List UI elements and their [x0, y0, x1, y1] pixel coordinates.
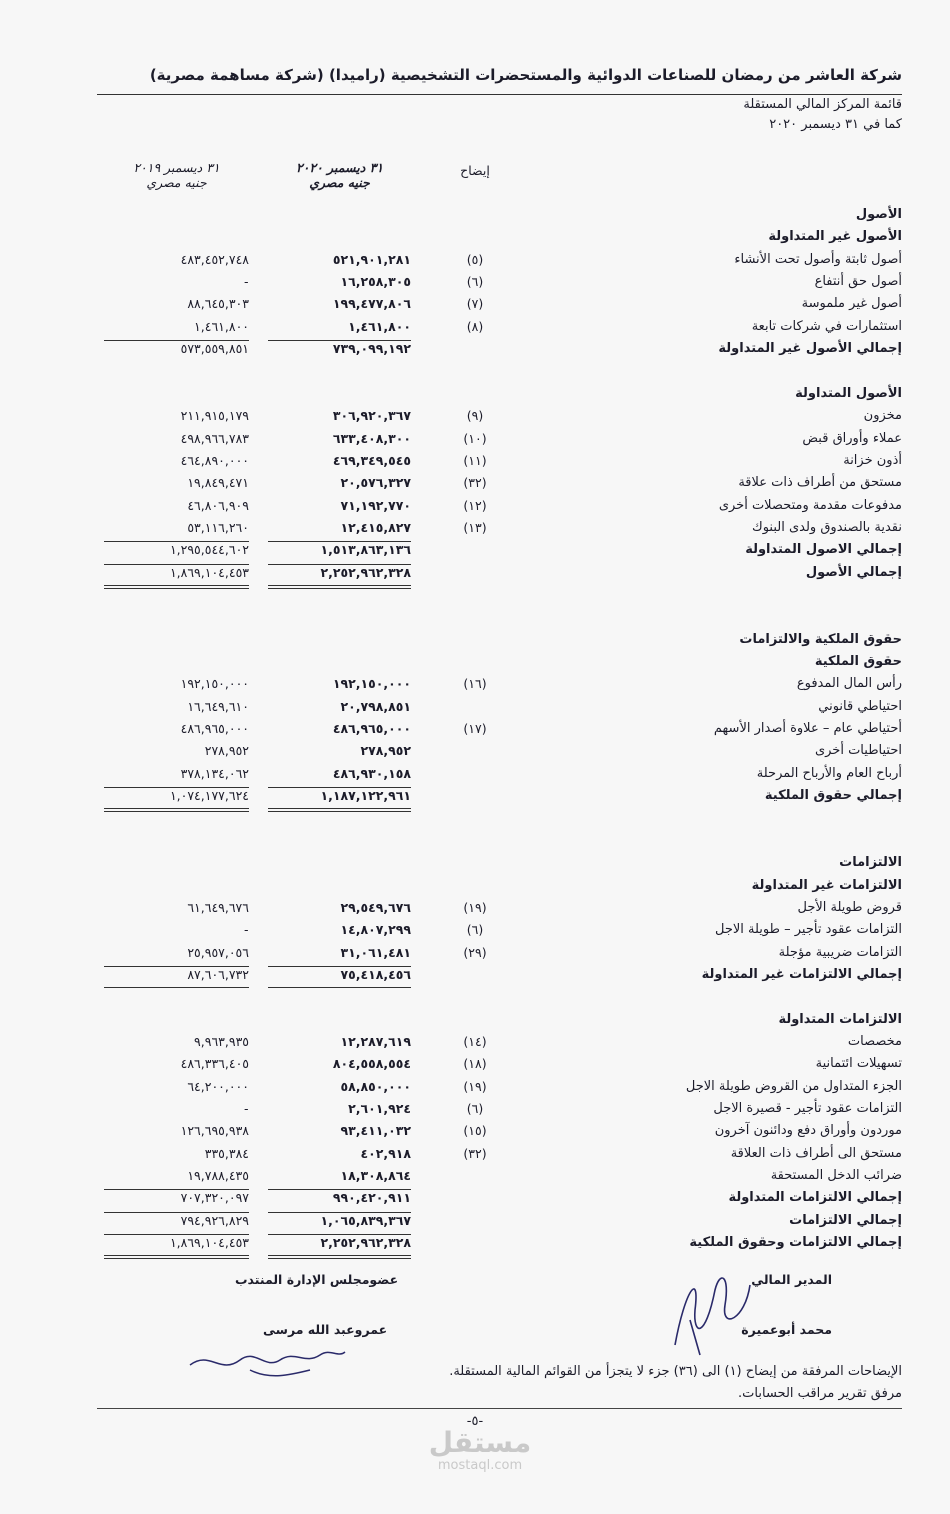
note-ref: (٦): [466, 922, 484, 938]
row-label: الأصول: [855, 207, 902, 222]
value-2019: ١٢٦,٦٩٥,٩٣٨: [180, 1123, 249, 1139]
col-2019-currency: جنيه مصري: [146, 175, 207, 190]
footer-rule: [97, 1408, 902, 1409]
double-rule: [268, 585, 411, 586]
note-ref: (١٨): [463, 1056, 487, 1072]
section-row: [0, 1213, 950, 1235]
line-item-row: [0, 408, 950, 430]
line-item-row: [0, 296, 950, 318]
row-label: إجمالي الالتزامات المتداولة: [728, 1190, 902, 1206]
total-rule: [104, 966, 249, 967]
double-rule: [268, 811, 411, 812]
section-row: [0, 1012, 950, 1034]
line-item-row: [0, 431, 950, 453]
line-item-row: [0, 252, 950, 274]
row-label: قروض طويلة الأجل: [797, 899, 902, 915]
value-2020: ١٢,٤١٥,٨٢٧: [340, 519, 411, 535]
total-rule: [104, 787, 249, 788]
md-title: عضومجلس الإدارة المنتدب: [235, 1272, 399, 1287]
row-label: أصول غير ملموسة: [801, 296, 902, 312]
value-2019: ٢٥,٩٥٧,٠٥٦: [187, 944, 249, 960]
row-label: أصول حق أنتفاع: [814, 274, 902, 290]
row-label: إجمالي الأصول غير المتداولة: [718, 341, 902, 357]
line-item-row: [0, 1079, 950, 1101]
value-2020: ٤٦٩,٣٤٩,٥٤٥: [332, 452, 411, 468]
value-2020: ١٩٢,١٥٠,٠٠٠: [332, 676, 411, 692]
section-row: [0, 565, 950, 587]
value-2020: ١٨,٣٠٨,٨٦٤: [340, 1168, 411, 1184]
row-label: الأصول غير المتداولة: [768, 229, 902, 245]
note-ref: (١٠): [463, 430, 487, 446]
line-item-row: [0, 1123, 950, 1145]
row-label: تسهيلات ائتمانية: [815, 1056, 902, 1072]
note-ref: (١٤): [463, 1033, 487, 1049]
line-item-row: [0, 900, 950, 922]
double-rule: [104, 811, 249, 812]
line-item-row: [0, 609, 950, 631]
section-row: [0, 632, 950, 654]
row-label: الالتزامات المتداولة: [778, 1011, 902, 1027]
row-label: احتياطيات أخرى: [814, 743, 902, 759]
double-rule: [268, 1255, 411, 1256]
total-rule: [268, 787, 411, 788]
line-item-row: [0, 743, 950, 765]
section-row: [0, 386, 950, 408]
row-label: إجمالي حقوق الملكية: [764, 788, 902, 804]
note-ref: (٣٢): [463, 1145, 487, 1161]
company-name: شركة العاشر من رمضان للصناعات الدوائية والمستحضرات التشخيصية (راميدا) (شركة مساهمة مصرية): [149, 66, 902, 84]
value-2019: ١٩٢,١٥٠,٠٠٠: [180, 676, 249, 692]
cfo-signature: [655, 1250, 765, 1370]
row-label: موردون وأوراق دفع ودائنون آخرون: [714, 1123, 902, 1139]
row-label: التزامات عقود تأجير – طويلة الاجل: [714, 922, 902, 938]
row-label: رأس المال المدفوع: [796, 676, 902, 692]
value-2019: ٧٠٧,٣٢٠,٠٩٧: [180, 1190, 249, 1206]
md-signature: [180, 1330, 350, 1390]
value-2020: ١,١٨٧,١٢٢,٩٦١: [320, 788, 411, 804]
section-row: [0, 654, 950, 676]
total-rule: [104, 1212, 249, 1213]
section-row: [0, 229, 950, 251]
double-rule: [104, 585, 249, 586]
row-label: مستحق الى أطراف ذات العلاقة: [730, 1145, 902, 1161]
total-rule: [268, 987, 411, 988]
value-2020: ٨٠٤,٥٥٨,٥٥٤: [332, 1056, 411, 1072]
note-ref: (١٥): [463, 1123, 487, 1139]
value-2020: ٣١,٠٦١,٤٨١: [340, 944, 411, 960]
line-item-row: [0, 989, 950, 1011]
row-label: إجمالي الالتزامات: [789, 1212, 902, 1228]
line-item-row: [0, 1034, 950, 1056]
total-rule: [268, 1189, 411, 1190]
total-rule: [268, 1212, 411, 1213]
value-2020: ٢٩,٥٤٩,٦٧٦: [340, 899, 411, 915]
watermark-arabic: مستقل: [428, 1426, 532, 1459]
note-ref: (١٧): [463, 721, 487, 737]
footer-auditor: مرفق تقرير مراقب الحسابات.: [738, 1386, 902, 1401]
line-item-row: [0, 699, 950, 721]
row-label: مخصصات: [847, 1033, 902, 1049]
note-ref: (١٣): [463, 519, 487, 535]
col-2019-date: ٣١ ديسمبر ٢٠١٩: [133, 160, 220, 175]
value-2020: ٢,٦٠١,٩٢٤: [348, 1101, 411, 1116]
row-label: أرباح العام والأرباح المرحلة: [756, 765, 902, 781]
line-item-row: [0, 453, 950, 475]
value-2019: ٥٧٣,٥٥٩,٨٥١: [180, 341, 249, 357]
total-rule: [104, 564, 249, 565]
value-2020: ٢٠,٧٩٨,٨٥١: [340, 698, 411, 714]
value-2019: ٤٨٦,٣٣٦,٤٠٥: [180, 1056, 249, 1072]
row-label: الجزء المتداول من القروض طويلة الاجل: [685, 1078, 902, 1094]
row-label: حقوق الملكية: [814, 654, 902, 669]
section-row: [0, 1190, 950, 1212]
note-ref: (٦): [466, 1101, 484, 1116]
row-label: إجمالي الأصول: [805, 564, 902, 580]
value-2020: ٤٨٦,٩٦٥,٠٠٠: [332, 721, 411, 737]
line-item-row: [0, 810, 950, 832]
value-2020: ١٤,٨٠٧,٢٩٩: [340, 922, 411, 938]
note-ref: (٢٩): [463, 944, 487, 960]
note-ref: (٣٢): [463, 475, 487, 491]
row-label: الالتزامات غير المتداولة: [751, 877, 902, 893]
col-2020-header: [268, 160, 411, 190]
note-ref: (١٢): [463, 497, 487, 513]
line-item-row: [0, 1168, 950, 1190]
total-rule: [268, 340, 411, 341]
md-name: عمروعبد الله مرسى: [263, 1322, 388, 1337]
row-label: مستحق من أطراف ذات علاقة: [738, 475, 902, 491]
value-2019: ١٦,٦٤٩,٦١٠: [187, 698, 249, 714]
value-2020: ٦٣٣,٤٠٨,٣٠٠: [332, 430, 411, 446]
row-label: إجمالي الالتزامات غير المتداولة: [701, 966, 902, 982]
row-label: استثمارات في شركات تابعة: [751, 318, 902, 334]
line-item-row: [0, 274, 950, 296]
note-ref: (١١): [463, 452, 487, 468]
double-rule: [104, 808, 249, 809]
line-item-row: [0, 945, 950, 967]
total-rule: [268, 966, 411, 967]
row-label: نقدية بالصندوق ولدى البنوك: [751, 519, 902, 535]
value-2019: ٧٩٤,٩٢٦,٨٢٩: [180, 1212, 249, 1228]
value-2020: ٧٥,٤١٨,٤٥٦: [340, 966, 411, 982]
value-2019: ٢١١,٩١٥,١٧٩: [180, 408, 249, 424]
cfo-name: محمد أبوعميرة: [741, 1322, 832, 1337]
col-2020-currency: جنيه مصري: [309, 175, 370, 190]
section-row: [0, 542, 950, 564]
value-2019: -: [243, 1101, 249, 1116]
value-2019: ١,٨٦٩,١٠٤,٤٥٣: [169, 1235, 249, 1251]
line-item-row: [0, 475, 950, 497]
line-item-row: [0, 1056, 950, 1078]
note-ref: (٥): [466, 251, 484, 267]
line-item-row: [0, 721, 950, 743]
value-2019: ٨٧,٦٠٦,٧٣٢: [187, 966, 249, 982]
row-label: الأصول المتداولة: [795, 385, 902, 401]
value-2020: ١٩٩,٤٧٧,٨٠٦: [332, 296, 411, 312]
value-2019: ٤٦,٨٠٦,٩٠٩: [187, 497, 249, 513]
section-row: [0, 855, 950, 877]
statement-title: قائمة المركز المالي المستقلة: [743, 97, 902, 112]
value-2020: ٥٨,٨٥٠,٠٠٠: [340, 1078, 411, 1094]
value-2019: ١,٤٦١,٨٠٠: [194, 318, 249, 334]
row-label: احتياطي قانوني: [818, 698, 902, 714]
value-2019: ٤٨٣,٤٥٢,٧٤٨: [180, 251, 249, 267]
row-label: أصول ثابتة وأصول تحت الأنشاء: [734, 251, 902, 267]
value-2020: ٤٨٦,٩٣٠,١٥٨: [332, 765, 411, 781]
double-rule: [104, 1255, 249, 1256]
value-2020: ١,٥١٣,٨٦٣,١٣٦: [320, 542, 411, 558]
total-rule: [104, 340, 249, 341]
total-rule: [104, 541, 249, 542]
value-2019: ١٩,٧٨٨,٤٣٥: [187, 1168, 249, 1184]
total-rule: [268, 541, 411, 542]
value-2019: ٣٧٨,١٣٤,٠٦٢: [180, 765, 249, 781]
note-ref: (٩): [466, 408, 484, 424]
header-rule: [97, 94, 902, 95]
value-2019: ١,٨٦٩,١٠٤,٤٥٣: [169, 564, 249, 580]
line-item-row: [0, 1146, 950, 1168]
row-label: مدفوعات مقدمة ومتحصلات أخرى: [718, 497, 902, 513]
value-2020: ٢,٢٥٢,٩٦٢,٣٢٨: [320, 1235, 411, 1251]
line-item-row: [0, 676, 950, 698]
line-item-row: [0, 587, 950, 609]
line-item-row: [0, 833, 950, 855]
value-2019: -: [243, 922, 249, 938]
row-label: التزامات ضريبية مؤجلة: [778, 944, 902, 960]
value-2020: ٢,٢٥٢,٩٦٢,٣٢٨: [320, 564, 411, 580]
double-rule: [268, 808, 411, 809]
total-rule: [104, 987, 249, 988]
total-rule: [104, 1189, 249, 1190]
page-number: -٥-: [466, 1414, 484, 1429]
section-row: [0, 788, 950, 810]
section-row: [0, 967, 950, 989]
watermark: [420, 1428, 540, 1473]
value-2020: ٧٣٩,٠٩٩,١٩٢: [332, 341, 411, 357]
double-rule: [104, 588, 249, 589]
section-row: [0, 207, 950, 229]
watermark-latin: mostaql.com: [437, 1458, 523, 1473]
value-2020: ٥٢١,٩٠١,٢٨١: [332, 251, 411, 267]
row-label: مخزون: [863, 408, 902, 424]
value-2020: ٢٧٨,٩٥٢: [360, 743, 411, 759]
note-ref: (١٩): [463, 899, 487, 915]
value-2020: ١,٤٦١,٨٠٠: [348, 318, 411, 334]
row-label: ضرائب الدخل المستحقة: [770, 1168, 902, 1184]
col-2020-date: ٣١ ديسمبر ٢٠٢٠: [295, 160, 384, 175]
value-2020: ١٢,٢٨٧,٦١٩: [340, 1033, 411, 1049]
value-2019: ٥٣,١١٦,٢٦٠: [187, 519, 249, 535]
total-rule: [268, 1234, 411, 1235]
value-2020: ٩٩٠,٤٢٠,٩١١: [332, 1190, 411, 1206]
value-2019: ٤٩٨,٩٦٦,٧٨٣: [180, 430, 249, 446]
value-2019: ٤٨٦,٩٦٥,٠٠٠: [180, 721, 249, 737]
total-rule: [268, 564, 411, 565]
line-item-row: [0, 766, 950, 788]
row-label: إجمالي الاصول المتداولة: [745, 542, 902, 558]
row-label: أذون خزانة: [843, 452, 902, 468]
section-row: [0, 1235, 950, 1257]
value-2019: ١,٢٩٥,٥٤٤,٦٠٢: [169, 542, 249, 558]
section-row: [0, 341, 950, 363]
col-2019-header: [104, 160, 249, 190]
double-rule: [268, 1258, 411, 1259]
row-label: أحتياطي عام – علاوة أصدار الأسهم: [713, 721, 902, 737]
value-2019: -: [243, 274, 249, 290]
total-rule: [104, 1234, 249, 1235]
line-item-row: [0, 319, 950, 341]
value-2019: ٩,٩٦٣,٩٣٥: [194, 1033, 249, 1049]
note-ref: (١٦): [463, 676, 487, 692]
value-2019: ٨٨,٦٤٥,٣٠٣: [187, 296, 249, 312]
value-2019: ٤٦٤,٨٩٠,٠٠٠: [180, 452, 249, 468]
note-ref: (٧): [466, 296, 484, 312]
value-2020: ٧١,١٩٢,٧٧٠: [340, 497, 411, 513]
value-2019: ٢٧٨,٩٥٢: [204, 743, 249, 759]
value-2019: ٦٤,٢٠٠,٠٠٠: [187, 1078, 249, 1094]
value-2020: ٢٠,٥٧٦,٣٢٧: [340, 475, 411, 491]
value-2020: ٩٣,٤١١,٠٣٢: [340, 1123, 411, 1139]
row-label: إجمالي الالتزامات وحقوق الملكية: [689, 1235, 902, 1251]
row-label: الالتزامات: [839, 855, 902, 871]
double-rule: [104, 1258, 249, 1259]
double-rule: [268, 588, 411, 589]
footer-note: الإيضاحات المرفقة من إيضاح (١) الى (٣٦) جزء لا يتجزأ من القوائم المالية المستقلة.: [449, 1364, 902, 1379]
row-label: عملاء وأوراق قبض: [802, 430, 902, 446]
line-item-row: [0, 922, 950, 944]
note-column-header: إيضاح: [460, 163, 490, 178]
note-ref: (٦): [466, 274, 484, 290]
statement-date: كما في ٣١ ديسمبر ٢٠٢٠: [769, 117, 902, 132]
value-2019: ١٩,٨٤٩,٤٧١: [187, 475, 249, 491]
line-item-row: [0, 363, 950, 385]
value-2020: ٤٠٢,٩١٨: [360, 1145, 411, 1161]
row-label: التزامات عقود تأجير - قصيرة الاجل: [713, 1101, 902, 1116]
note-ref: (١٩): [463, 1078, 487, 1094]
value-2020: ١,٠٦٥,٨٣٩,٣٦٧: [320, 1212, 411, 1228]
cfo-title: المدير المالي: [751, 1272, 832, 1287]
value-2019: ٣٣٥,٣٨٤: [204, 1145, 249, 1161]
value-2020: ٣٠٦,٩٢٠,٣٦٧: [332, 408, 411, 424]
line-item-row: [0, 520, 950, 542]
section-row: [0, 878, 950, 900]
line-item-row: [0, 498, 950, 520]
value-2019: ١,٠٧٤,١٧٧,٦٢٤: [169, 788, 249, 804]
value-2020: ١٦,٢٥٨,٣٠٥: [340, 274, 411, 290]
line-item-row: [0, 1101, 950, 1123]
row-label: حقوق الملكية والالتزامات: [739, 631, 902, 647]
value-2019: ٦١,٦٤٩,٦٧٦: [187, 899, 249, 915]
note-ref: (٨): [466, 318, 484, 334]
